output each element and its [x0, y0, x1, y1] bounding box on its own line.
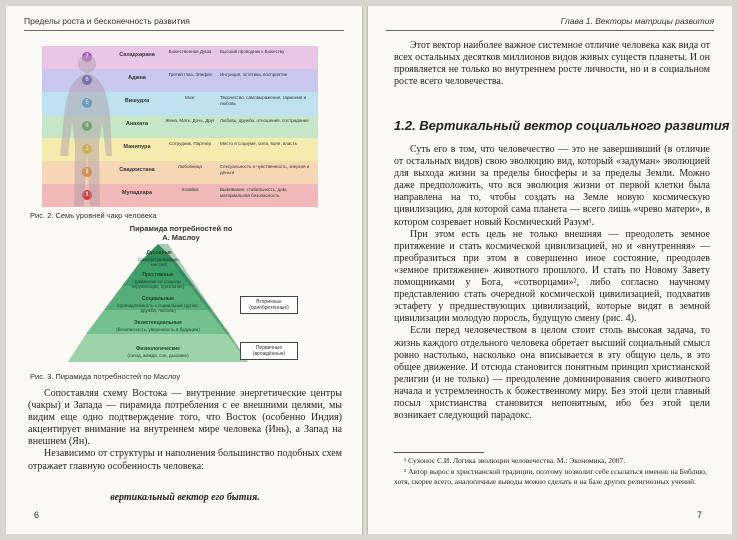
- chakra-description: Любовь, дружба, отношения, сострадание: [220, 118, 309, 123]
- chakra-name: Свадхистана: [119, 167, 155, 173]
- footnote-rule: [394, 452, 484, 453]
- chakra-description: Сексуальность и чувственность, энергия и деньги: [220, 164, 310, 175]
- chakra-role: Третий глаз, Эпифиз: [168, 72, 212, 77]
- footnotes: [394, 456, 710, 488]
- chakra-role: Мозг: [185, 95, 195, 100]
- chakra-number: 2: [85, 169, 89, 175]
- pyramid-level-2: Престижные (уважение со стороны окружающих, признание): [131, 272, 185, 289]
- paragraph: При этом есть цель не только внешняя — преодолеть земное притяжение и стать космической цивилизацией, но и «внутренняя» — преобразиться при этом в совершенно иное состояние, преодолев «земное притяжение» животного прошлого. И стать по Новому Завету помощниками у Бога, «сотворцами»², либо согласно научному представлению стать очередной космической цивилизацией, подхватив эстафету у предшествующих цивилизаций, которые видят в земной цивилизации молодую поросль, будущую смену (рис. 4).: [394, 228, 710, 325]
- chakra-role: Божественная Душа: [168, 49, 212, 54]
- paragraph: Сопоставляя схему Востока — внутренние энергетические центры (чакры) и Запада — пирамида потребления с ее внешними целями, мы видим еще одно подтверждение того, что Восток (особенно Индия) акцентирует внимание на внутреннем мире человека (Инь), а Запад на внешнем (Ян).: [28, 388, 342, 448]
- chakra-number: 1: [85, 192, 89, 198]
- primary-needs-box: Первичные (врождённые): [240, 342, 298, 360]
- chakra-description: Высший проводник к Божеству: [220, 49, 285, 54]
- chakra-name: Анахата: [125, 121, 149, 127]
- chakra-role: Жена, Мать, Дочь, Друг: [165, 118, 215, 123]
- figure3-caption: Рис. 3. Пирамида потребностей по Маслоу: [30, 372, 181, 381]
- chakra-role: Хозяйка: [181, 187, 199, 192]
- pyramid-level-3: Социальные (принадлежность к социальной группе, дружба, любовь): [117, 296, 199, 313]
- chakra-name: Муладхара: [121, 190, 153, 196]
- chakra-description: Место в социуме, сила, воля, власть: [220, 141, 297, 146]
- paragraph: Суть его в том, что человечество — это не завершивший (в отличие от остальных видов) свою эволюцию вид, который «задуман» эволюцией для выхода жизни за пределы биосферы и за пределы Земли. Можно даже предположить, что вся эволюция жизни от первой клетки была направлена на то, чтобы создать на Земле новую космическую цивилизацию, для которой сама планета — всего лишь «чрево матери», в котором созревает новый Космический Разум¹.: [394, 144, 710, 228]
- footnote-1: ¹ Сухонос С.И. Логика эволюции человечества. М.: Экономика, 2007.: [404, 456, 626, 465]
- chakra-role: Любовница: [178, 164, 202, 169]
- chakra-name: Аджна: [128, 75, 146, 81]
- maslow-pyramid: [68, 224, 298, 364]
- left-body-text: [28, 388, 342, 473]
- page-number-right: 7: [696, 510, 702, 520]
- left-page: [6, 6, 362, 534]
- running-head-right: Глава 1. Векторы матрицы развития: [560, 16, 714, 26]
- vertical-vector-emphasis: вертикальный вектор его бытия.: [110, 492, 260, 503]
- figure2-caption: Рис. 2. Семь уровней чакр человека: [30, 211, 157, 220]
- chakra-figure: [42, 46, 318, 208]
- secondary-needs-box: Вторичные (приобретённые): [240, 296, 298, 314]
- paragraph: Независимо от структуры и наполнения большинство подобных схем отражает главную особенность человека:: [28, 448, 342, 472]
- pyramid-level-4: Экзистенциальные (безопасность, уверенность в будущем): [116, 320, 200, 332]
- chakra-number: 4: [85, 123, 89, 129]
- header-rule: [24, 30, 344, 31]
- paragraph: Если перед человечеством в целом стоит столь высокая задача, то жизнь каждого отдельного человека обретает высший социальный смысл ровно настолько, насколько она вписывается в эту общую цель, в это общее движение. И отсюда становится понятным принцип христианской религии (и не только) — преодоление доминирования своего животного начала и устремленность к божественному миру. Без этой цели главный посыл христианства становится непонятным, ибо без этой цели возникает следующий парадокс.: [394, 325, 710, 422]
- paragraph: Этот вектор наиболее важное системное отличие человека как вида от всех остальных десятков миллионов видов живых существ планеты. И он проявляется не только во внутреннем росте личности, но и в социальном росте всего человечества.: [394, 40, 710, 88]
- chakra-name: Манипура: [123, 144, 151, 150]
- human-silhouette-icon: [42, 46, 112, 208]
- running-head-left: Пределы роста и бесконечность развития: [24, 16, 190, 26]
- chakra-description: Интуиция, эстетика, восприятие: [220, 72, 288, 77]
- chakra-role: Сотрудник, Партнер: [168, 141, 212, 146]
- pyramid-level-1: Духовные (самоактуализация, миссия): [138, 250, 180, 267]
- pyramid-title: Пирамида потребностей по А. Маслоу: [129, 224, 233, 242]
- pyramid-level-5: Физиологические (голод, жажда, сон, дыхание): [127, 346, 189, 358]
- section-heading: 1.2. Вертикальный вектор социального развития: [394, 118, 730, 133]
- chakra-number: 5: [85, 100, 89, 106]
- footnote-2: ² Автор вырос в христианской традиции, поэтому позволит себе ссылаться именно на Библию, хотя, скорее всего, аналогичные выводы можно сделать и на базе других религиозных учений.: [394, 467, 707, 486]
- right-body-text: [394, 144, 710, 422]
- chakra-name: Сахадхарана: [119, 52, 155, 58]
- header-rule: [386, 30, 714, 31]
- page-number-left: 6: [34, 510, 40, 520]
- chakra-number: 6: [85, 77, 89, 83]
- right-intro-text: [394, 40, 710, 88]
- chakra-name: Вишудха: [124, 98, 150, 104]
- chakra-description: Творчество, самовыражение, гармония и любовь: [220, 95, 307, 106]
- chakra-number: 3: [85, 146, 89, 152]
- right-page: [368, 6, 732, 534]
- chakra-description: Выживание, стабильность, дом, материальная безопасность: [220, 187, 288, 198]
